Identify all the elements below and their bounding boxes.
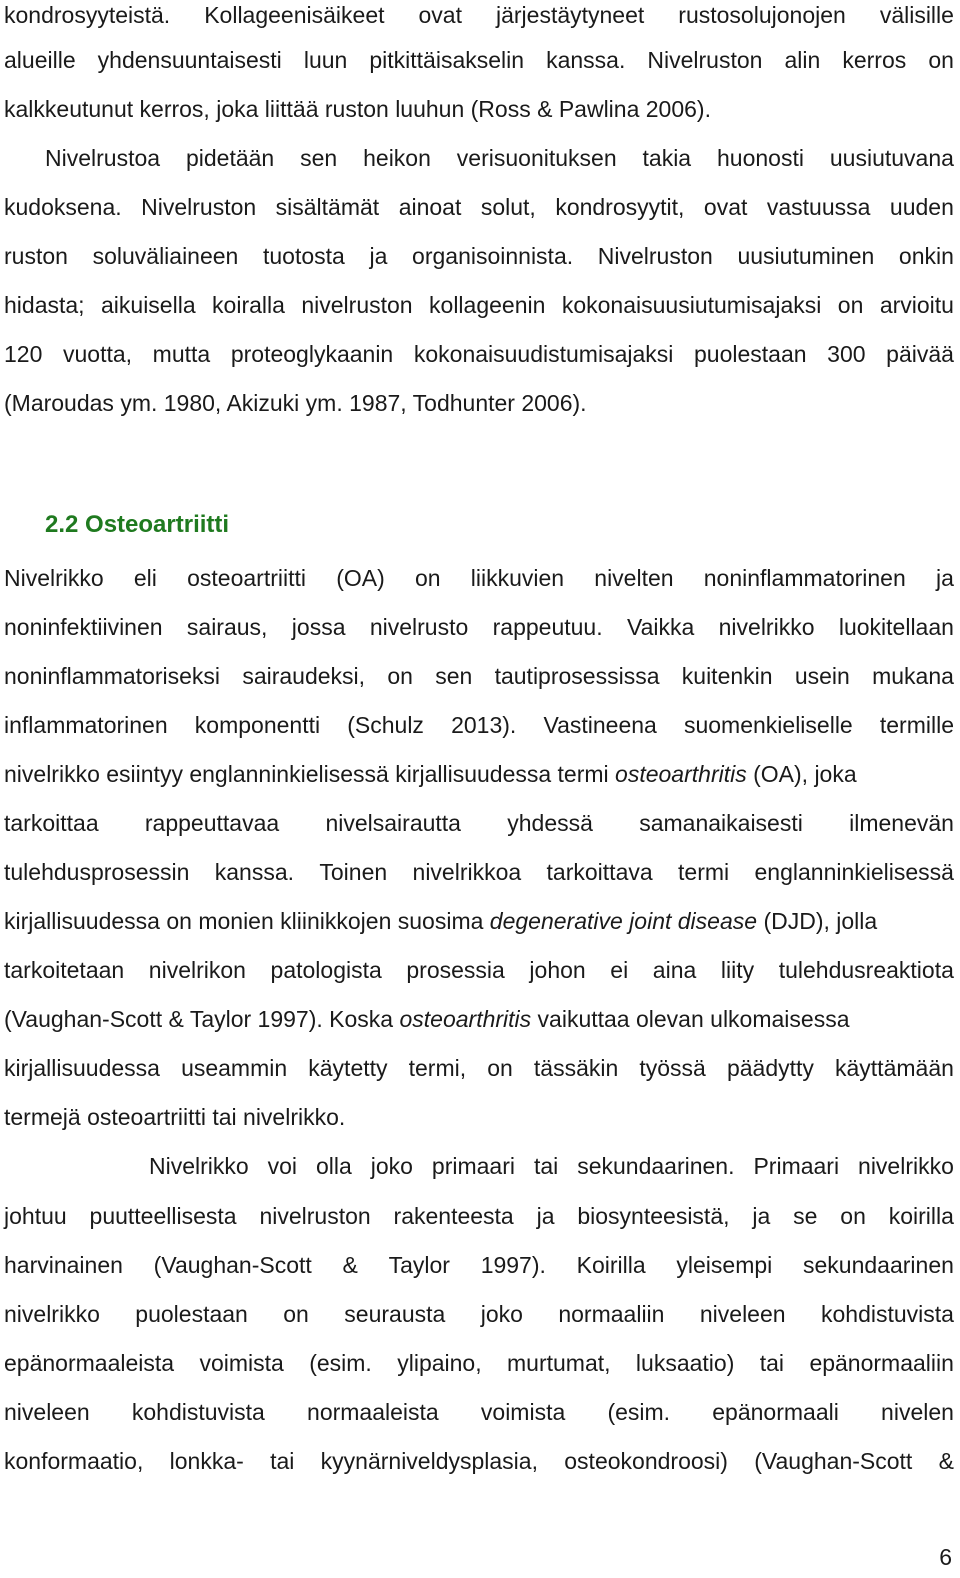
word: niveleen — [699, 1301, 786, 1327]
word: nivelrusto — [369, 614, 469, 640]
word: kuitenkin — [681, 663, 773, 689]
text-line — [4, 0, 954, 30]
word: sairaus, — [186, 614, 268, 640]
word: Nivelrikko — [4, 565, 104, 591]
word: on — [487, 1055, 513, 1081]
word: Koirilla — [576, 1252, 646, 1278]
word: sekundaarinen. — [577, 1153, 735, 1179]
word: Kollageenisäikeet — [204, 2, 385, 28]
word: on — [837, 292, 864, 318]
text-line — [4, 661, 954, 691]
word: osteokondroosi) — [564, 1448, 728, 1474]
word: tai — [270, 1448, 295, 1474]
word: noninfektiivinen — [4, 614, 163, 640]
word: pidetään — [185, 145, 275, 171]
page-number: 6 — [939, 1544, 952, 1570]
word: ovat — [418, 2, 462, 28]
word: verisuonituksen — [456, 145, 617, 171]
word: kudoksena. — [4, 194, 122, 220]
word: ja — [935, 565, 954, 591]
word: uusiutuminen — [737, 243, 875, 269]
text-line — [4, 290, 954, 320]
word: takia — [642, 145, 692, 171]
section-heading: 2.2 Osteoartriitti — [45, 511, 230, 538]
italic-term: osteoarthritis — [615, 761, 747, 787]
text-line — [4, 1201, 954, 1231]
word: komponentti — [194, 712, 321, 738]
text-line — [4, 339, 954, 369]
word: liikkuvien — [470, 565, 565, 591]
word: (Vaughan-Scott — [153, 1252, 312, 1278]
word: hidasta; — [4, 292, 85, 318]
word: sisältämät — [275, 194, 380, 220]
word: kondrosyytit, — [555, 194, 685, 220]
word: patologista — [270, 957, 382, 983]
word: tuotosta — [263, 243, 345, 269]
word: rappeuttavaa — [144, 810, 280, 836]
word: alin — [784, 47, 821, 73]
word: biosynteesistä, — [577, 1203, 730, 1229]
word: on — [387, 663, 413, 689]
word: lonkka- — [169, 1448, 244, 1474]
word: tarkoittava — [546, 859, 653, 885]
word: vastuussa — [766, 194, 871, 220]
text-line — [4, 759, 954, 789]
word: luokitellaan — [838, 614, 954, 640]
word: (OA) — [336, 565, 385, 591]
text-line — [4, 955, 954, 985]
word: ja — [369, 243, 388, 269]
word: samanaikaisesti — [639, 810, 803, 836]
word: aina — [652, 957, 697, 983]
text-line — [4, 1053, 954, 1083]
word: murtumat, — [507, 1350, 611, 1376]
word: epänormaaleista — [4, 1350, 175, 1376]
word: kohdistuvista — [820, 1301, 954, 1327]
word: työssä — [639, 1055, 706, 1081]
word: päädytty — [726, 1055, 814, 1081]
word: yhdessä — [507, 810, 593, 836]
word: 2013). — [451, 712, 517, 738]
text-line: (Maroudas ym. 1980, Akizuki ym. 1987, Todhunter 2006). — [4, 390, 587, 416]
word: Vastineena — [543, 712, 657, 738]
text-line — [4, 241, 954, 271]
word: kohdistuvista — [131, 1399, 265, 1425]
word: onkin — [898, 243, 954, 269]
word: jossa — [291, 614, 346, 640]
word: Nivelruston — [141, 194, 257, 220]
word: uuden — [889, 194, 954, 220]
word: usein — [794, 663, 850, 689]
word: termille — [879, 712, 954, 738]
word: on — [928, 47, 954, 73]
word: organisoinnista. — [412, 243, 574, 269]
word: kanssa. — [214, 859, 295, 885]
word: joko — [370, 1153, 413, 1179]
word: useammin — [181, 1055, 288, 1081]
word: 1997). — [480, 1252, 546, 1278]
word: yleisempi — [676, 1252, 773, 1278]
word: ruston — [4, 243, 68, 269]
word: & — [938, 1448, 954, 1474]
word: nivelrikko — [858, 1153, 954, 1179]
word: kirjallisuudessa — [4, 1055, 160, 1081]
word: luun — [303, 47, 348, 73]
word: nivelrikko — [718, 614, 815, 640]
word: solut, — [480, 194, 536, 220]
word: kondrosyyteistä. — [4, 2, 171, 28]
word: nivelruston — [259, 1203, 371, 1229]
word: olla — [316, 1153, 352, 1179]
word: inflammatorinen — [4, 712, 168, 738]
word: tulehdusprosessin — [4, 859, 190, 885]
word: päivää — [886, 341, 954, 367]
text-line — [4, 1446, 954, 1476]
word: & — [342, 1252, 358, 1278]
word: mukana — [872, 663, 954, 689]
text-line — [4, 857, 954, 887]
word: kyynärniveldysplasia, — [320, 1448, 538, 1474]
word: rustosolujonojen — [678, 2, 846, 28]
word: nivelrikkoa — [412, 859, 522, 885]
word: välisille — [879, 2, 954, 28]
text-line — [4, 563, 954, 593]
word: tai — [533, 1153, 559, 1179]
word: nivelen — [881, 1399, 954, 1425]
word: prosessia — [406, 957, 505, 983]
word: vuotta, — [63, 341, 133, 367]
word: yhdensuuntaisesti — [97, 47, 282, 73]
word: Taylor — [388, 1252, 450, 1278]
word: voimista — [199, 1350, 284, 1376]
word: epänormaali — [712, 1399, 839, 1425]
word: Nivelrustoa — [45, 145, 161, 171]
word: kokonaisuusiutumisajaksi — [561, 292, 822, 318]
word: tarkoittaa — [4, 810, 99, 836]
word: tautiprosessissa — [494, 663, 660, 689]
word: huonosti — [717, 145, 804, 171]
word: mutta — [152, 341, 211, 367]
word: kanssa. — [546, 47, 626, 73]
word: koirilla — [888, 1203, 954, 1229]
text-run: (OA), joka — [753, 761, 857, 787]
text-line: kalkkeutunut kerros, joka liittää ruston luuhun (Ross & Pawlina 2006). — [4, 96, 711, 122]
word: nivelten — [594, 565, 674, 591]
word: Vaikka — [626, 614, 695, 640]
word: puutteellisesta — [89, 1203, 237, 1229]
word: kollageenin — [429, 292, 546, 318]
word: tai — [759, 1350, 785, 1376]
word: normaaleista — [307, 1399, 439, 1425]
text-line — [149, 1151, 954, 1181]
word: Nivelruston — [647, 47, 763, 73]
word: niveleen — [4, 1399, 90, 1425]
word: konformaatio, — [4, 1448, 144, 1474]
word: se — [793, 1203, 818, 1229]
word: ylipaino, — [397, 1350, 482, 1376]
text-line — [4, 192, 954, 222]
italic-term: osteoarthritis — [399, 1006, 532, 1032]
text-line — [4, 808, 954, 838]
word: on — [414, 565, 441, 591]
word: tulehdusreaktiota — [778, 957, 954, 983]
text-line — [4, 1397, 954, 1427]
word: liity — [720, 957, 755, 983]
text-line: termejä osteoartriitti tai nivelrikko. — [4, 1104, 346, 1130]
word: käytetty — [308, 1055, 388, 1081]
word: puolestaan — [135, 1301, 248, 1327]
word: ja — [536, 1203, 555, 1229]
word: tässäkin — [533, 1055, 619, 1081]
word: soluväliaineen — [92, 243, 239, 269]
word: Nivelruston — [597, 243, 713, 269]
word: suomenkieliselle — [683, 712, 853, 738]
text-run: nivelrikko esiintyy englanninkielisessä kirjallisuudessa termi — [4, 761, 609, 787]
word: 120 — [4, 341, 43, 367]
word: sekundaarinen — [803, 1252, 954, 1278]
word: kokonaisuudistumisajaksi — [413, 341, 674, 367]
word: ilmenevän — [849, 810, 954, 836]
word: Primaari — [753, 1153, 840, 1179]
word: järjestäytyneet — [495, 2, 645, 28]
word: uusiutuvana — [829, 145, 954, 171]
word: (esim. — [607, 1399, 671, 1425]
word: alueille — [4, 47, 76, 73]
word: on — [840, 1203, 866, 1229]
word: ei — [610, 957, 629, 983]
word: koiralla — [212, 292, 285, 318]
word: normaaliin — [558, 1301, 665, 1327]
text-line — [4, 45, 954, 75]
word: ainoat — [398, 194, 462, 220]
text-run: kirjallisuudessa on monien kliinikkojen suosima — [4, 908, 484, 934]
word: johtuu — [4, 1203, 67, 1229]
text-run: (DJD), jolla — [763, 908, 878, 934]
text-line — [4, 1004, 954, 1034]
word: epänormaaliin — [809, 1350, 954, 1376]
word: arvioitu — [879, 292, 954, 318]
text-line — [4, 710, 954, 740]
word: tarkoitetaan — [4, 957, 125, 983]
word: nivelrikon — [148, 957, 246, 983]
text-run: (Vaughan-Scott & Taylor 1997). Koska — [4, 1006, 394, 1032]
word: aikuisella — [101, 292, 196, 318]
word: osteoartriitti — [187, 565, 306, 591]
word: sen — [435, 663, 473, 689]
word: termi, — [408, 1055, 467, 1081]
word: puolestaan — [694, 341, 807, 367]
text-line — [4, 1348, 954, 1378]
word: 300 — [827, 341, 866, 367]
word: Nivelrikko — [149, 1153, 249, 1179]
word: johon — [529, 957, 586, 983]
word: noninflammatoriseksi — [4, 663, 221, 689]
text-line — [4, 906, 954, 936]
word: voi — [267, 1153, 298, 1179]
word: primaari — [431, 1153, 515, 1179]
word: (Vaughan-Scott — [754, 1448, 913, 1474]
text-line — [4, 612, 954, 642]
word: sen — [300, 145, 338, 171]
word: nivelruston — [301, 292, 413, 318]
word: proteoglykaanin — [230, 341, 394, 367]
word: (esim. — [309, 1350, 372, 1376]
word: englanninkielisessä — [754, 859, 954, 885]
italic-term: degenerative joint disease — [489, 908, 758, 934]
word: ovat — [703, 194, 748, 220]
text-line — [4, 1250, 954, 1280]
word: käyttämään — [835, 1055, 954, 1081]
word: eli — [133, 565, 157, 591]
word: nivelrikko — [4, 1301, 100, 1327]
word: (Schulz — [347, 712, 424, 738]
word: rappeutuu. — [492, 614, 603, 640]
word: voimista — [480, 1399, 566, 1425]
text-line — [45, 143, 954, 173]
word: noninflammatorinen — [703, 565, 906, 591]
word: kerros — [842, 47, 907, 73]
word: joko — [480, 1301, 523, 1327]
text-line — [4, 1299, 954, 1329]
word: on — [283, 1301, 309, 1327]
word: seurausta — [344, 1301, 446, 1327]
word: ja — [752, 1203, 771, 1229]
word: harvinainen — [4, 1252, 123, 1278]
word: termi — [678, 859, 730, 885]
word: Toinen — [319, 859, 388, 885]
word: sairaudeksi, — [242, 663, 366, 689]
word: rakenteesta — [393, 1203, 514, 1229]
text-run: vaikuttaa olevan ulkomaisessa — [537, 1006, 850, 1032]
word: luksaatio) — [635, 1350, 735, 1376]
word: nivelsairautta — [325, 810, 461, 836]
word: heikon — [363, 145, 431, 171]
word: pitkittäisakselin — [369, 47, 525, 73]
